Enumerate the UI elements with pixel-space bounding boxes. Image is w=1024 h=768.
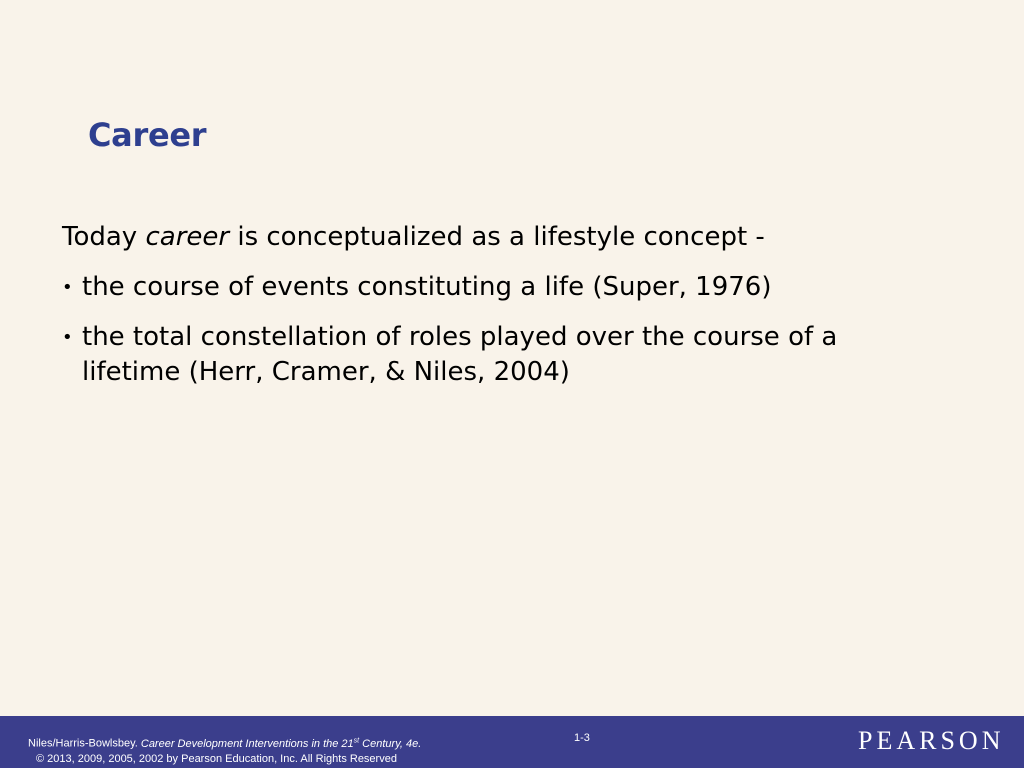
footer-book-title: [141, 738, 421, 750]
bullet-text: the total constellation of roles played over the course of a lifetime (Herr, Cramer, & Niles, 2004): [82, 322, 838, 387]
footer-book-title-post: Century, 4e.: [359, 737, 422, 750]
slide-body: [62, 220, 942, 405]
footer-book-title-pre: Career Development Interventions in the 21: [140, 737, 354, 750]
footer-authors: Niles/Harris-Bowlsbey.: [28, 737, 141, 750]
bullet-dot-icon: •: [62, 327, 73, 348]
footer-bar: [0, 716, 1024, 768]
lead-after: is conceptualized as a lifestyle concept -: [229, 222, 765, 252]
lead-emphasis: career: [145, 222, 230, 252]
bullet-item: [62, 320, 942, 390]
lead-paragraph: [62, 220, 942, 255]
pearson-logo: PEARSON: [858, 726, 1005, 755]
footer-copyright: © 2013, 2009, 2005, 2002 by Pearson Education, Inc. All Rights Reserved: [36, 752, 397, 765]
bullet-item: [62, 270, 942, 305]
bullet-dot-icon: •: [62, 277, 73, 298]
footer-book-title-sup: st: [353, 737, 360, 744]
page-number: 1-3: [574, 732, 590, 744]
lead-before: Today: [62, 222, 146, 252]
slide-title: Career: [88, 116, 207, 154]
bullet-text: the course of events constituting a life (Super, 1976): [82, 272, 772, 302]
footer-citation: [28, 733, 421, 767]
